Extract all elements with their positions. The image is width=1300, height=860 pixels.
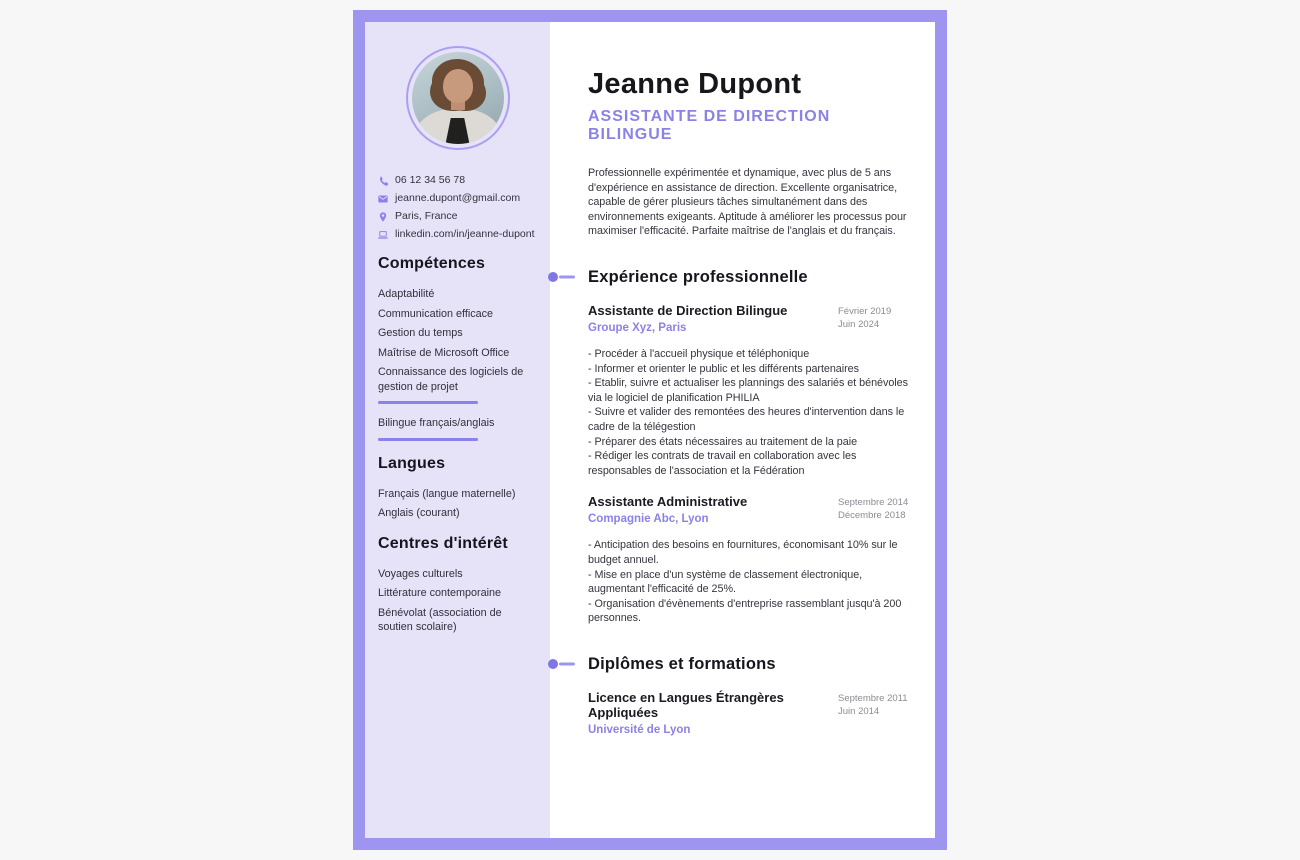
job-bullet: - Etablir, suivre et actualiser les plannings des salariés et bénévoles via le logiciel de planification PHILIA <box>588 377 908 404</box>
education-entry <box>588 690 918 737</box>
experience-section-heading <box>588 267 918 287</box>
contact-linkedin <box>378 228 537 241</box>
experience-entry <box>588 494 918 626</box>
job-bullet: - Préparer des états nécessaires au traitement de la paie <box>588 435 858 448</box>
job-company: Groupe Xyz, Paris <box>588 321 687 334</box>
job-company: Compagnie Abc, Lyon <box>588 513 709 526</box>
interest-item: Voyages culturels <box>378 567 463 580</box>
school-name: Université de Lyon <box>588 723 691 736</box>
job-dates <box>838 303 918 335</box>
language-item: Français (langue maternelle) <box>378 487 516 500</box>
education-section-heading <box>588 654 918 674</box>
job-role: Assistante Administrative <box>588 494 748 510</box>
envelope-icon <box>378 194 388 204</box>
section-dash-icon <box>559 275 575 278</box>
interest-item: Littérature contemporaine <box>378 587 502 599</box>
contact-phone <box>378 174 537 187</box>
job-role: Assistante de Direction Bilingue <box>588 302 788 318</box>
experience-section-title: Expérience professionnelle <box>588 267 808 286</box>
job-date-start: Septembre 2014 <box>838 497 909 509</box>
job-bullet: - Mise en place d'un système de classement électronique, augmentant l'efficacité de 25%. <box>588 568 863 596</box>
job-dates <box>838 494 918 526</box>
job-bullets <box>588 347 918 478</box>
skill-item: Connaissance des logiciels de gestion de projet <box>378 366 524 393</box>
job-bullets <box>588 538 918 626</box>
job-bullet: - Rédiger les contrats de travail en collaboration avec les responsables de l'association et la Fédération <box>588 450 857 477</box>
resume-page <box>353 10 947 850</box>
contact-phone-text: 06 12 34 56 78 <box>395 174 466 186</box>
job-bullet: - Organisation d'évènements d'entreprise rassemblant jusqu'à 200 personnes. <box>588 597 902 625</box>
job-date-start: Février 2019 <box>838 305 892 317</box>
section-dot-icon <box>548 272 558 282</box>
contact-location-text: Paris, France <box>395 210 458 222</box>
contact-list <box>378 174 537 241</box>
experience-entry <box>588 303 918 478</box>
skill-item: Communication efficace <box>378 307 494 320</box>
education-date-end: Juin 2014 <box>838 705 880 717</box>
interests-list <box>378 567 537 635</box>
job-bullet: - Informer et orienter le public et les différents partenaires <box>588 362 859 375</box>
map-pin-icon <box>378 212 388 222</box>
avatar-face <box>443 69 473 103</box>
avatar <box>412 52 504 144</box>
job-bullet: - Suivre et valider des remontées des heures d'intervention dans le cadre de la télégestion <box>588 406 905 433</box>
interest-item: Bénévolat (association de soutien scolaire) <box>378 606 502 633</box>
phone-icon <box>378 176 388 186</box>
skill-item: Gestion du temps <box>378 327 463 339</box>
education-dates <box>838 690 918 737</box>
education-section-title: Diplômes et formations <box>588 654 776 673</box>
profile-summary: Professionnelle expérimentée et dynamique, avec plus de 5 ans d'expérience en assistance de direction. Excellente organisatrice, capable de gérer plusieurs tâches simultanément dans des environnements exigeants. Aptitude à améliorer les processus pour maximiser l'efficacité. Parfaite maîtrise de l'anglais et du français. <box>588 167 907 238</box>
skill-item: Adaptabilité <box>378 288 435 300</box>
candidate-name: Jeanne Dupont <box>588 68 802 100</box>
job-bullet: - Anticipation des besoins en fournitures, économisant 10% sur le budget annuel. <box>588 539 898 566</box>
skills-section-title: Compétences <box>378 255 486 272</box>
languages-section-title: Langues <box>378 454 446 472</box>
section-dot-icon <box>548 659 558 669</box>
contact-linkedin-text: linkedin.com/in/jeanne-dupont <box>395 228 535 240</box>
experience-entry-header <box>588 494 918 526</box>
section-dash-icon <box>559 662 575 665</box>
skill-item: Bilingue français/anglais <box>378 417 495 429</box>
skill-level-bar <box>378 438 478 441</box>
languages-list <box>378 487 537 521</box>
language-item: Anglais (courant) <box>378 507 460 519</box>
job-date-end: Juin 2024 <box>838 318 880 330</box>
skill-item: Maîtrise de Microsoft Office <box>378 346 510 359</box>
degree-title: Licence en Langues Étrangères Appliquées <box>588 689 784 720</box>
experience-entry-header <box>588 303 918 335</box>
skills-list <box>378 287 537 441</box>
interests-section-title: Centres d'intérêt <box>378 534 508 552</box>
candidate-job-title: ASSISTANTE DE DIRECTION BILINGUE <box>588 108 831 143</box>
education-date-start: Septembre 2011 <box>838 692 908 704</box>
education-entry-header <box>588 690 918 737</box>
job-bullet: - Procéder à l'accueil physique et téléphonique <box>588 347 810 360</box>
contact-email-text: jeanne.dupont@gmail.com <box>395 192 521 204</box>
sidebar <box>365 22 550 838</box>
avatar-ring <box>406 46 510 150</box>
main-column <box>550 22 935 838</box>
contact-location <box>378 210 537 223</box>
job-date-end: Décembre 2018 <box>838 510 906 522</box>
laptop-icon <box>378 230 388 240</box>
skill-level-bar <box>378 401 478 404</box>
contact-email <box>378 192 537 205</box>
